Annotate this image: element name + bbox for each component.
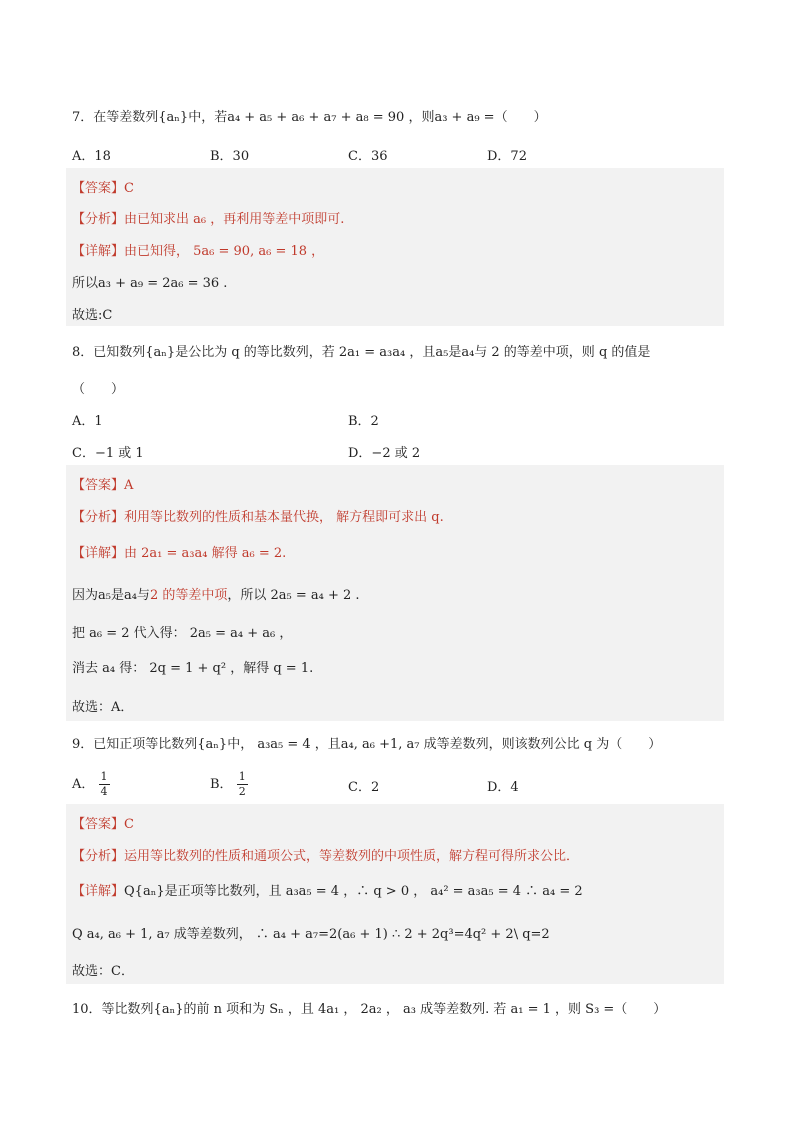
question-8-stem: 8．已知数列{aₙ}是公比为 q 的等比数列，若 2a₁ = a₃a₄ ，且a₅是a₄与 2 的等差中项，则 q 的值是 — [72, 345, 651, 360]
analysis-tag: 【分析】 — [72, 510, 125, 525]
q8-line2-part-b: 2 的等差中项 — [149, 588, 228, 603]
q9-option-a-label: A． — [72, 777, 95, 792]
q8-choice: 故选：A． — [72, 700, 134, 715]
fraction-denominator: 2 — [238, 785, 246, 798]
q8-line2-part-a: 因为a₅是a₄与 — [72, 588, 150, 603]
analysis-tag: 【分析】 — [72, 849, 125, 864]
detail-tag: 【详解】 — [72, 546, 125, 561]
answer-tag: 【答案】 — [72, 478, 125, 493]
q7-analysis-row — [72, 208, 344, 227]
q9-detail-row — [72, 880, 583, 899]
analysis-text: 由已知求出 a₆ ，再利用等差中项即可. — [124, 212, 345, 227]
detail-tag: 【详解】 — [72, 884, 125, 899]
question-9-stem: 9．已知正项等比数列{aₙ}中， a₃a₅ = 4 ，且a₄, a₆ +1, a₇ 成等差数列，则该数列公比 q 为（ ） — [72, 737, 662, 752]
q9-option-c: C．2 — [348, 780, 380, 795]
fraction-numerator: 1 — [238, 770, 246, 783]
q9-option-d: D．4 — [487, 780, 519, 795]
q9-detail-line-2: Q a₄, a₆ + 1, a₇ 成等差数列， ∴ a₄ + a₇=2(a₆ + 1) ∴ 2 + 2q³=4q² + 2\ q=2 — [72, 927, 550, 942]
answer-value: C — [124, 817, 134, 832]
q9-choice: 故选：C． — [72, 964, 134, 979]
q8-analysis-row — [72, 506, 444, 525]
question-7-stem: 7．在等差数列{aₙ}中，若a₄ + a₅ + a₆ + a₇ + a₈ = 90 ，则a₃ + a₉ =（ ） — [72, 110, 547, 125]
detail-tag: 【详解】 — [72, 244, 125, 259]
q8-option-c: C．−1 或 1 — [72, 446, 144, 461]
q7-detail-line-2: 所以a₃ + a₉ = 2a₆ = 36 . — [72, 276, 228, 291]
q7-answer-row — [72, 177, 134, 196]
detail-text: 由 2a₁ = a₃a₄ 解得 a₆ = 2. — [124, 546, 287, 561]
question-10-stem: 10．等比数列{aₙ}的前 n 项和为 Sₙ ，且 4a₁ ， 2a₂ ， a₃ 成等差数列. 若 a₁ = 1 ，则 S₃ =（ ） — [72, 1002, 667, 1017]
q7-detail-row — [72, 240, 324, 259]
q9-answer-row — [72, 813, 134, 832]
q7-option-d: D．72 — [487, 149, 527, 164]
q8-solution-box — [66, 465, 724, 721]
analysis-tag: 【分析】 — [72, 212, 125, 227]
q7-choice: 故选:C — [72, 308, 113, 323]
q9-option-b-label: B． — [210, 777, 233, 792]
answer-tag: 【答案】 — [72, 181, 125, 196]
q8-option-d: D．−2 或 2 — [348, 446, 421, 461]
question-8-stem-2: （ ） — [72, 382, 125, 397]
q8-detail-line-3: 把 a₆ = 2 代入得： 2a₅ = a₄ + a₆ ， — [72, 626, 293, 641]
q9-option-b-fraction — [237, 770, 248, 799]
q7-option-c: C．36 — [348, 149, 388, 164]
q9-option-a-fraction — [99, 770, 110, 799]
q9-option-a — [72, 770, 110, 799]
fraction-numerator: 1 — [100, 770, 108, 783]
detail-text: 由已知得， 5a₆ = 90, a₆ = 18 ， — [124, 244, 325, 259]
q8-option-a: A．1 — [72, 414, 103, 429]
q7-option-b: B．30 — [210, 149, 250, 164]
fraction-denominator: 4 — [100, 785, 108, 798]
answer-tag: 【答案】 — [72, 817, 125, 832]
q9-solution-box — [66, 804, 724, 984]
detail-text: Q{aₙ}是正项等比数列，且 a₃a₅ = 4 ，∴ q > 0 ， a₄² = a₃a₅ = 4 ∴ a₄ = 2 — [124, 884, 583, 899]
answer-value: A — [124, 478, 134, 493]
q7-option-a: A．18 — [72, 149, 111, 164]
q8-detail-line-2 — [72, 584, 360, 603]
q9-option-b — [210, 770, 248, 799]
q8-detail-row — [72, 542, 286, 561]
analysis-text: 利用等比数列的性质和基本量代换， 解方程即可求出 q. — [124, 510, 444, 525]
analysis-text: 运用等比数列的性质和通项公式，等差数列的中项性质，解方程可得所求公比． — [124, 849, 580, 864]
q8-answer-row — [72, 474, 133, 493]
q9-analysis-row — [72, 845, 579, 864]
q8-detail-line-4: 消去 a₄ 得： 2q = 1 + q² ，解得 q = 1. — [72, 661, 314, 676]
q7-solution-box — [66, 168, 724, 326]
q8-line2-part-c: ，所以 2a₅ = a₄ + 2 . — [227, 588, 360, 603]
answer-value: C — [124, 181, 134, 196]
q8-option-b: B．2 — [348, 414, 379, 429]
